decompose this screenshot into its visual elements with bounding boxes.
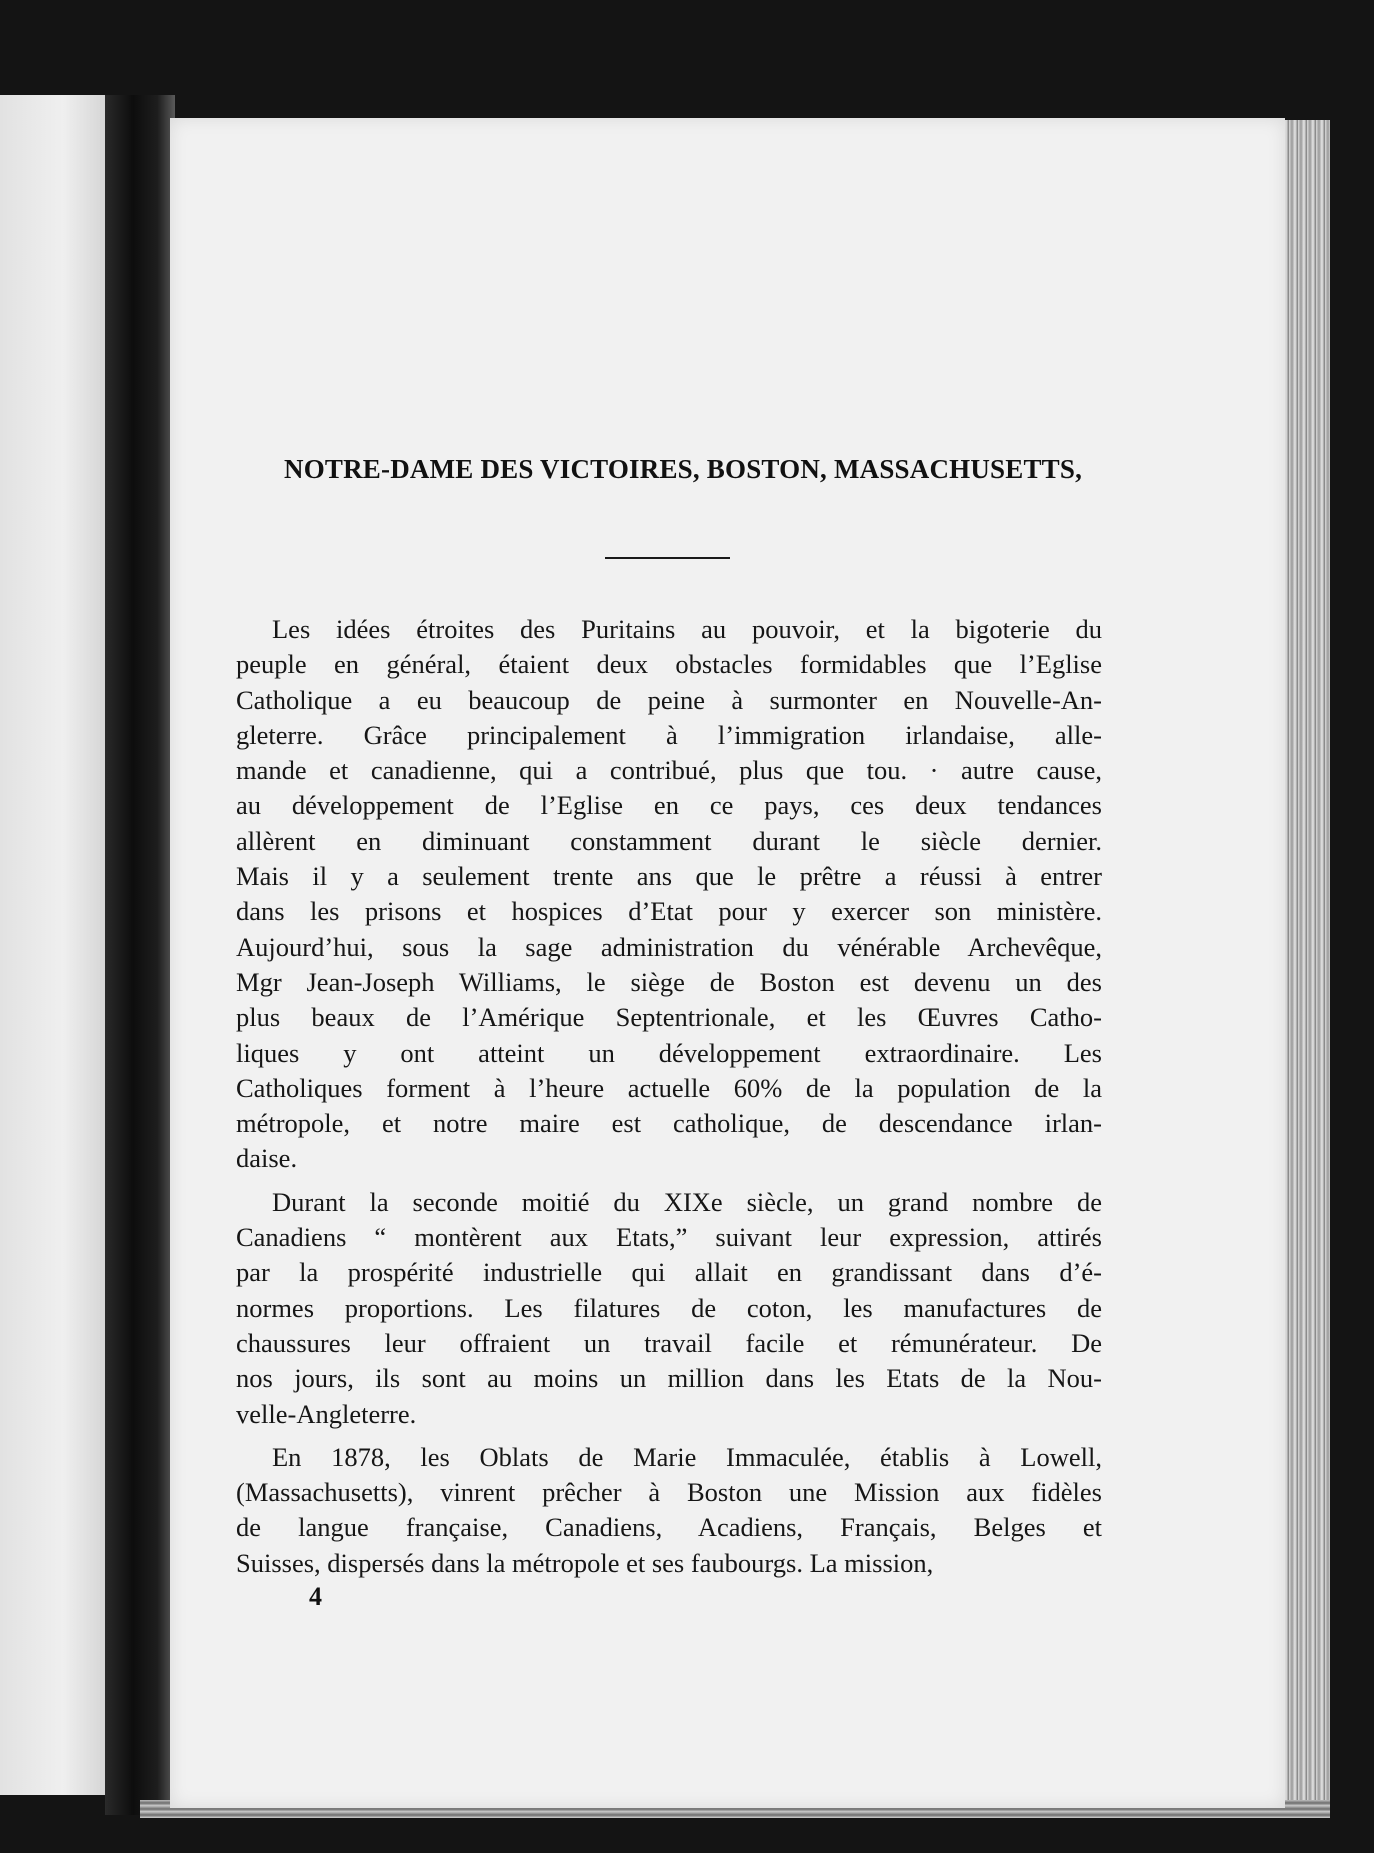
text-line: allèrent en diminuant constamment durant le siècle dernier.	[236, 825, 1102, 856]
text-line: dans les prisons et hospices d’Etat pour y exercer son ministère.	[236, 896, 1102, 927]
text-line: par la prospérité industrielle qui allait en grandissant dans d’é-	[236, 1257, 1102, 1288]
text-line: normes proportions. Les filatures de coton, les manufactures de	[236, 1292, 1102, 1323]
text-line: Suisses, dispersés dans la métropole et ses faubourgs. La mission,	[236, 1547, 934, 1578]
previous-page-edge	[0, 95, 105, 1795]
paragraph-gap	[236, 1432, 1102, 1440]
text-line: Mgr Jean-Joseph Williams, le siège de Boston est devenu un des	[236, 966, 1102, 997]
text-line: mande et canadienne, qui a contribué, plus que tou. · autre cause,	[236, 755, 1102, 786]
text-line: nos jours, ils sont au moins un million dans les Etats de la Nou-	[236, 1363, 1102, 1394]
text-line: chaussures leur offraient un travail facile et rémunérateur. De	[236, 1327, 1102, 1358]
title-divider	[605, 557, 730, 559]
text-line: Mais il y a seulement trente ans que le prêtre a réussi à entrer	[236, 861, 1102, 892]
paragraph-gap	[236, 1177, 1102, 1185]
text-line: daise.	[236, 1143, 298, 1174]
text-line: gleterre. Grâce principalement à l’immigration irlandaise, alle-	[236, 719, 1102, 750]
book-gutter	[105, 95, 175, 1815]
text-line: Canadiens “ montèrent aux Etats,” suivant leur expression, attirés	[236, 1222, 1102, 1253]
body-text	[236, 612, 1102, 1581]
text-line: peuple en général, étaient deux obstacles formidables que l’Eglise	[236, 649, 1102, 680]
text-line: au développement de l’Eglise en ce pays, ces deux tendances	[236, 790, 1102, 821]
book-cover-edge	[1280, 120, 1330, 1810]
text-line: En 1878, les Oblats de Marie Immaculée, établis à Lowell,	[272, 1441, 1102, 1472]
page-title: NOTRE-DAME DES VICTOIRES, BOSTON, MASSACHUSETTS,	[284, 454, 1083, 484]
page-number: 4	[309, 1582, 322, 1611]
text-line: liques y ont atteint un développement extraordinaire. Les	[236, 1037, 1102, 1068]
text-line: plus beaux de l’Amérique Septentrionale, et les Œuvres Catho-	[236, 1002, 1102, 1033]
text-line: velle-Angleterre.	[236, 1398, 417, 1429]
text-line: métropole, et notre maire est catholique, de descendance irlan-	[236, 1108, 1102, 1139]
text-line: Aujourd’hui, sous la sage administration du vénérable Archevêque,	[236, 931, 1102, 962]
text-line: Catholique a eu beaucoup de peine à surmonter en Nouvelle-An-	[236, 684, 1102, 715]
text-line: de langue française, Canadiens, Acadiens, Français, Belges et	[236, 1512, 1102, 1543]
text-line: Les idées étroites des Puritains au pouvoir, et la bigoterie du	[272, 614, 1102, 644]
text-line: Catholiques forment à l’heure actuelle 60% de la population de la	[236, 1072, 1102, 1103]
text-line: Durant la seconde moitié du XIXe siècle, un grand nombre de	[272, 1186, 1102, 1217]
text-line: (Massachusetts), vinrent prêcher à Boston une Mission aux fidèles	[236, 1477, 1102, 1508]
